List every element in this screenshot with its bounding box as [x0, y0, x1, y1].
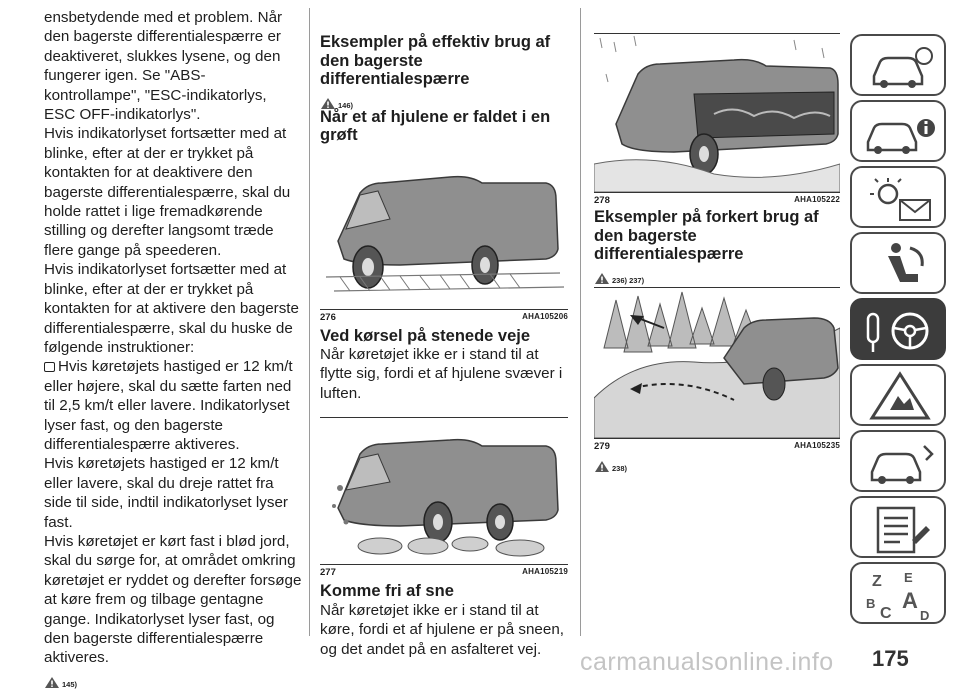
figure-caption — [594, 441, 840, 452]
reference-number: 145) — [62, 679, 78, 689]
warning-reference — [594, 455, 840, 471]
figure-279-curve — [594, 287, 840, 439]
tab-index[interactable] — [850, 562, 946, 624]
car-in-snow-illustration — [594, 34, 840, 192]
car-on-curve-illustration — [594, 288, 840, 438]
svg-text:B: B — [866, 596, 876, 611]
warning-icon — [594, 272, 610, 285]
svg-text:C: C — [880, 605, 892, 622]
tab-service[interactable] — [850, 430, 946, 492]
middle-column — [320, 33, 568, 659]
heading-ditch: Når et af hjulene er faldet i en grøft — [320, 107, 551, 144]
car-info-icon — [852, 36, 948, 98]
bullet-icon — [44, 362, 55, 372]
right-column — [594, 33, 840, 471]
warning-triangle-icon — [852, 366, 948, 428]
tab-dashboard-lights[interactable] — [850, 166, 946, 228]
warning-reference — [594, 267, 840, 283]
left-column — [44, 8, 302, 687]
car-service-icon — [852, 432, 948, 494]
svg-text:A: A — [902, 588, 918, 613]
figure-code: AHA105206 — [522, 311, 568, 321]
figure-code: AHA105219 — [522, 567, 568, 577]
figure-code: AHA105222 — [794, 195, 840, 204]
page-number: 175 — [872, 646, 909, 671]
figure-number: 276 — [320, 311, 336, 323]
figure-277-rocks — [320, 418, 568, 565]
heading-rocky-roads: Ved kørsel på stenede veje — [320, 326, 531, 345]
svg-text:Z: Z — [872, 573, 882, 590]
car-info-i-icon — [852, 102, 948, 164]
figure-code: AHA105235 — [794, 440, 840, 450]
column-divider — [309, 8, 310, 636]
figure-number: 277 — [320, 567, 336, 579]
figure-caption — [320, 567, 568, 578]
paragraph-deactivate: Hvis indikatorlyset fortsætter med at blinke, efter at der er trykket på kontakten for at deaktivere den bagerste differentialespærre, skal du holde rattet i lige fremadkørende stilling og derefter langsomt træde flere gange på speederen. — [44, 125, 291, 259]
column-divider — [580, 8, 581, 636]
paragraph-speed-low: Hvis køretøjets hastiged er 12 km/t eller lavere, skal du dreje rattet fra side til side, indtil indikatorlyset lyser fast. — [44, 455, 288, 531]
svg-text:E: E — [904, 570, 913, 585]
figure-caption — [320, 312, 568, 323]
tab-specifications[interactable] — [850, 496, 946, 558]
alphabetical-index-icon — [852, 564, 948, 626]
tab-safety[interactable] — [850, 232, 946, 294]
dashboard-lights-icon — [852, 168, 948, 230]
tab-car-info[interactable] — [850, 34, 946, 96]
key-steering-wheel-icon — [852, 300, 948, 362]
paragraph-activate: Hvis indikatorlyset fortsætter med at blinke, efter at der er trykket på kontakten for at aktivere den bagerste differentialespærre, skal du huske de følgende instruktioner: — [44, 261, 299, 356]
tab-car-info-i[interactable] — [850, 100, 946, 162]
reference-number: 238) — [612, 463, 628, 473]
paragraph-problem: ensbetydende med et problem. Når den bagerste differentialespærre er deaktiveret, slukkes lysene, og den fungerer igen. Se "ABS-kontrollampe", "ESC-indikatorlys, ESC OFF-indikatorlys". — [44, 9, 283, 124]
reference-number: 236) 237) — [612, 275, 645, 285]
tab-starting-driving[interactable] — [850, 298, 946, 360]
section-heading-effective-use: Eksempler på effektiv brug af den bagerste differentialespærre — [320, 33, 551, 88]
warning-reference — [44, 671, 302, 687]
paragraph-stuck: Hvis køretøjet er kørt fast i blød jord, skal du sørge for, at området omkring køretøjet er ryddet og derefter forsøge at køre frem og tilbage gentagne gange. Indikatorlyset lyser fast, og den bagerste differentialespærre aktiveres. — [44, 532, 302, 667]
paragraph-rocky-roads: Når køretøjet ikke er i stand til at flytte sig, fordi et af hjulene svæver i luften. — [320, 346, 563, 402]
reference-number: 146) — [338, 100, 354, 110]
seat-airbag-icon — [852, 234, 948, 296]
bullet-speed-high-text: Hvis køretøjets hastiged er 12 km/t eller højere, skal du sætte farten ned til 2,5 km/t eller lavere. Indikatorlyset lyser fast, og den bagerste differentialespærre aktiveres. — [44, 358, 293, 453]
warning-reference — [320, 92, 568, 108]
section-heading-incorrect-use: Eksempler på forkert brug af den bagerste differentialespærre — [594, 208, 819, 263]
car-in-ditch-illustration — [320, 149, 568, 309]
watermark: carmanualsonline.info — [580, 648, 834, 676]
heading-snow: Komme fri af sne — [320, 582, 454, 601]
specifications-list-icon — [852, 498, 948, 560]
figure-number: 279 — [594, 440, 610, 452]
figure-number: 278 — [594, 195, 610, 206]
bullet-speed-high — [44, 357, 302, 454]
warning-icon — [594, 460, 610, 473]
paragraph-snow: Når køretøjet ikke er i stand til at køre, fordi et af hjulene er på sneen, og det andet på en asfalteret vej. — [320, 601, 564, 658]
tab-emergency[interactable] — [850, 364, 946, 426]
svg-text:D: D — [920, 608, 930, 623]
figure-276-ditch — [320, 149, 568, 310]
figure-caption — [594, 195, 840, 206]
car-on-rocks-illustration — [320, 418, 568, 564]
figure-278-snow — [594, 34, 840, 193]
